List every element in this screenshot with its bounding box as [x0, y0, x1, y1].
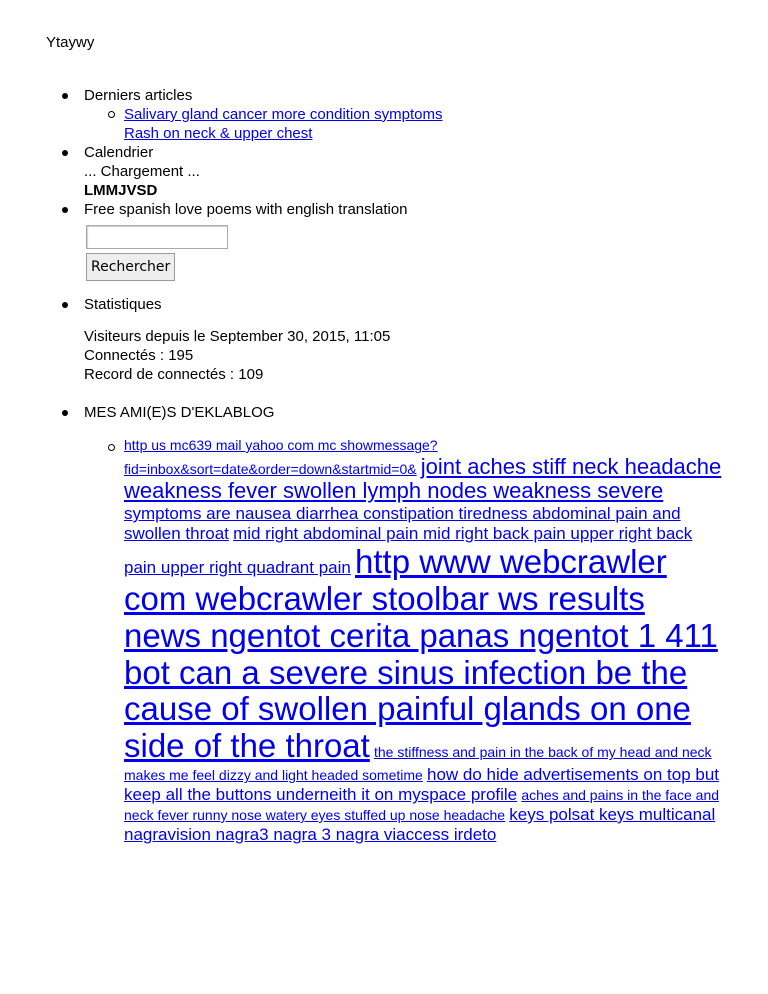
widget-title: Derniers articles — [84, 87, 193, 104]
calendar-loading-text: ... Chargement ... — [84, 163, 200, 180]
widget-search — [84, 200, 724, 281]
friends-tag-cloud — [84, 438, 724, 845]
online-count: Connectés : 195 — [84, 347, 194, 364]
list-item — [124, 438, 724, 845]
tag-link[interactable]: joint aches stiff neck headache weakness fever swollen lymph nodes weakness severe — [124, 453, 722, 504]
search-input[interactable] — [86, 225, 228, 249]
online-record: Record de connectés : 109 — [84, 366, 264, 383]
recent-articles-list — [84, 105, 724, 143]
widget-recent-articles — [84, 86, 724, 143]
calendar-day-headers: LMMJVSD — [84, 182, 158, 199]
list-item — [124, 105, 724, 143]
tag-link[interactable]: symptoms are nausea diarrhea constipation tiredness abdominal pain and swollen throat — [124, 504, 681, 543]
article-link[interactable]: Salivary gland cancer more condition symptoms — [124, 106, 443, 123]
tag-link[interactable]: http us mc639 mail yahoo com mc showmessage? fid=inbox&sort=date&order=down&startmid=0& — [124, 437, 438, 477]
widget-friends — [84, 403, 724, 845]
widget-title: MES AMI(E)S D'EKLABLOG — [84, 404, 275, 421]
tag-link[interactable]: aches and pains in the face and neck fever runny nose watery eyes stuffed up nose headache — [124, 787, 720, 823]
visitors-since: Visiteurs depuis le September 30, 2015, 11:05 — [84, 328, 391, 345]
tag-link[interactable]: mid right abdominal pain mid right back pain upper right back pain upper right quadrant pain — [124, 523, 693, 577]
widget-statistics — [84, 295, 724, 384]
search-button[interactable]: Rechercher — [86, 253, 175, 281]
tag-link[interactable]: how do hide advertisements on top but keep all the buttons underneith it on myspace profile — [124, 765, 720, 805]
widget-title: Free spanish love poems with english translation — [84, 201, 408, 218]
sidebar-widgets — [84, 86, 724, 845]
widget-title: Statistiques — [84, 296, 162, 313]
tag-link[interactable]: the stiffness and pain in the back of my head and neck makes me feel dizzy and light headed sometime — [124, 744, 712, 784]
widget-title: Calendrier — [84, 144, 154, 161]
article-link[interactable]: Rash on neck & upper chest — [124, 125, 313, 142]
widget-calendar — [84, 143, 724, 200]
site-title: Ytaywy — [46, 34, 95, 51]
tag-link[interactable]: keys polsat keys multicanal nagravision nagra3 nagra 3 nagra viaccess irdeto — [124, 804, 716, 844]
statistics-block — [84, 327, 724, 384]
tag-link[interactable]: http www webcrawler com webcrawler stoolbar ws results news ngentot cerita panas ngentot 1 411 bot can a severe sinus infection be the cause of swollen painful glands on one side of the throat — [124, 542, 718, 765]
